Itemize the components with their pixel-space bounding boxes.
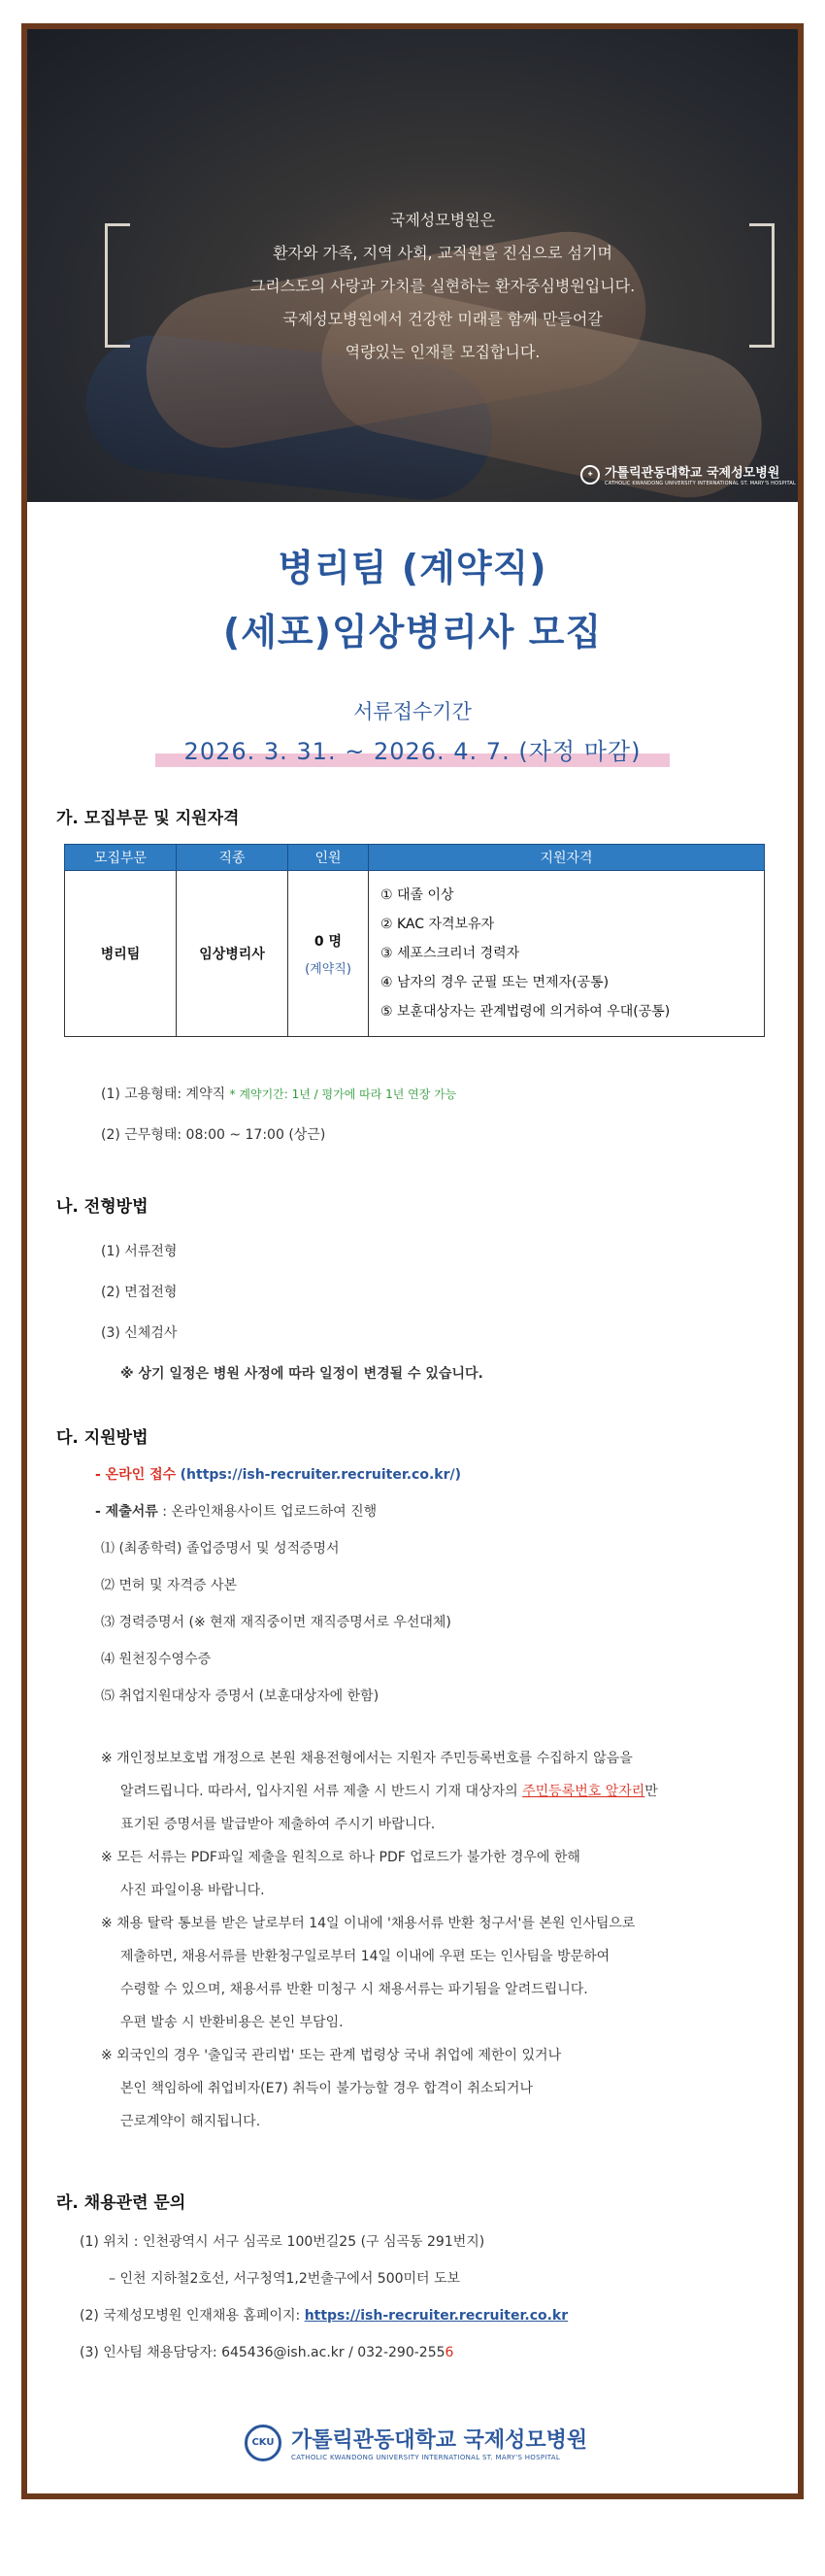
list-item: ⑤ 보훈대상자는 관계법령에 의거하여 우대(공통) [380, 1004, 671, 1020]
application-period: 2026. 3. 31. ~ 2026. 4. 7. (자정 마감) [155, 732, 670, 769]
list-item: ⑷ 원천징수영수증 [101, 1652, 212, 1667]
hospital-seal-icon: ✚ [580, 465, 600, 485]
table-header: 직종 [177, 845, 288, 871]
section-heading-recruitment: 가. 모집부문 및 지원자격 [56, 809, 240, 828]
dept-cell: 병리팀 [65, 871, 177, 1037]
list-item: ⑸ 취업지원대상자 증명서 (보훈대상자에 한함) [101, 1689, 380, 1704]
homepage: (2) 국제성모병원 인재채용 홈페이지: https://ish-recruiter.recruiter.co.kr [80, 2308, 569, 2324]
location-directions: – 인천 지하철2호선, 서구청역1,2번출구에서 500미터 도보 [109, 2271, 461, 2287]
count-cell: 0 명 (계약직) [288, 871, 369, 1037]
section-heading-apply: 다. 지원방법 [56, 1428, 148, 1448]
submit-docs: - 제출서류 : 온라인채용사이트 업로드하여 진행 [95, 1504, 378, 1520]
list-item: (2) 면접전형 [101, 1285, 178, 1300]
section-heading-contact: 라. 채용관련 문의 [56, 2193, 186, 2213]
table-row [65, 871, 765, 1037]
list-item: ⑶ 경력증명서 (※ 현재 재직중이면 재직증명서로 우선대체) [101, 1615, 451, 1630]
list-item: (1) 서류전형 [101, 1244, 178, 1259]
footer-hospital-logo: CKU 가톨릭관동대학교 국제성모병원 CATHOLIC KWANDONG UNIVERSITY INTERNATIONAL ST. MARY'S HOSPITAL [245, 2424, 587, 2461]
application-period-label: 서류접수기간 [353, 700, 472, 723]
list-item: (3) 신체검사 [101, 1325, 178, 1341]
hero-hospital-logo: ✚ 가톨릭관동대학교 국제성모병원 CATHOLIC KWANDONG UNIVERSITY INTERNATIONAL ST. MARY'S HOSPITAL [580, 462, 796, 486]
list-item: ② KAC 자격보유자 [380, 917, 495, 932]
list-item: ⑵ 면허 및 자격증 사본 [101, 1578, 237, 1593]
table-header: 지원자격 [369, 845, 765, 871]
hero-banner [27, 29, 798, 502]
page-title-position: (세포)임상병리사 모집 [222, 611, 603, 653]
homepage-link[interactable]: https://ish-recruiter.recruiter.co.kr [304, 2308, 569, 2324]
list-item: ③ 세포스크리너 경력자 [380, 946, 520, 961]
table-header: 인원 [288, 845, 369, 871]
hero-intro-text: 국제성모병원은 환자와 가족, 지역 사회, 교직원을 진심으로 섬기며 그리스도의 사랑과 가치를 실현하는 환자중심병원입니다. 국제성모병원에서 건강한 미래를 함께 만들어갈 역량있는 인재를 모집합니다. [249, 211, 636, 361]
schedule-notice: ※ 상기 일정은 병원 사정에 따라 일정이 변경될 수 있습니다. [120, 1366, 483, 1382]
list-item: ④ 남자의 경우 군필 또는 면제자(공통) [380, 975, 610, 990]
qualifications-cell [369, 871, 765, 1037]
recruit-site-link[interactable]: (https://ish-recruiter.recruiter.co.kr/) [180, 1467, 462, 1483]
hospital-seal-icon: CKU [245, 2425, 281, 2461]
employment-type: (1) 고용형태: 계약직 * 계약기간: 1년 / 평가에 따라 1년 연장 가능 [101, 1087, 457, 1102]
online-apply: - 온라인 접수 (https://ish-recruiter.recruiter.co.kr/) [95, 1467, 462, 1483]
privacy-notice: ※ 개인정보보호법 개정으로 본원 채용전형에서는 지원자 주민등록번호를 수집하지 않음을 알려드립니다. 따라서, 입사지원 서류 제출 시 반드시 기재 대상자의 주민등록번호 앞자리만 표기된 증명서를 발급받아 제출하여 주시기 바랍니다. ※ 모든 서류는 PDF파일 제출을 원칙으로 하나 PDF 업로드가 불가한 경우에 한해 사진 파일이용 바랍니다. ※ 채용 탈락 통보를 받은 날로부터 14일 이내에 '채용서류 반환 청구서'를 본원 인사팀으로 제출하면, 채용서류를 반환청구일로부터 14일 이내에 우편 또는 인사팀을 방문하여 수령할 수 있으며, 채용서류 반환 미청구 시 채용서류는 파기됨을 알려드립니다. 우편 발송 시 반환비용은 본인 부담임. ※ 외국인의 경우 '출입국 관리법' 또는 관계 법령상 국내 취업에 제한이 있거나 본인 책임하에 취업비자(E7) 취득이 불가능할 경우 합격이 취소되거나 근로계약이 해지됩니다. [101, 1751, 658, 2129]
left-bracket [105, 223, 130, 348]
contact-info: (3) 인사팀 채용담당자: 645436@ish.ac.kr / 032-290-2556 [80, 2345, 454, 2360]
job-cell: 임상병리사 [177, 871, 288, 1037]
work-hours: (2) 근무형태: 08:00 ~ 17:00 (상근) [101, 1127, 326, 1143]
requirements-table [64, 844, 765, 1037]
table-header: 모집부문 [65, 845, 177, 871]
list-item: ① 대졸 이상 [380, 887, 454, 903]
list-item: ⑴ (최종학력) 졸업증명서 및 성적증명서 [101, 1541, 340, 1556]
right-bracket [749, 223, 775, 348]
page-title-dept: 병리팀 (계약직) [278, 547, 547, 589]
location: (1) 위치 : 인천광역시 서구 심곡로 100번길25 (구 심곡동 291번지) [80, 2234, 485, 2250]
section-heading-selection: 나. 전형방법 [56, 1197, 148, 1217]
